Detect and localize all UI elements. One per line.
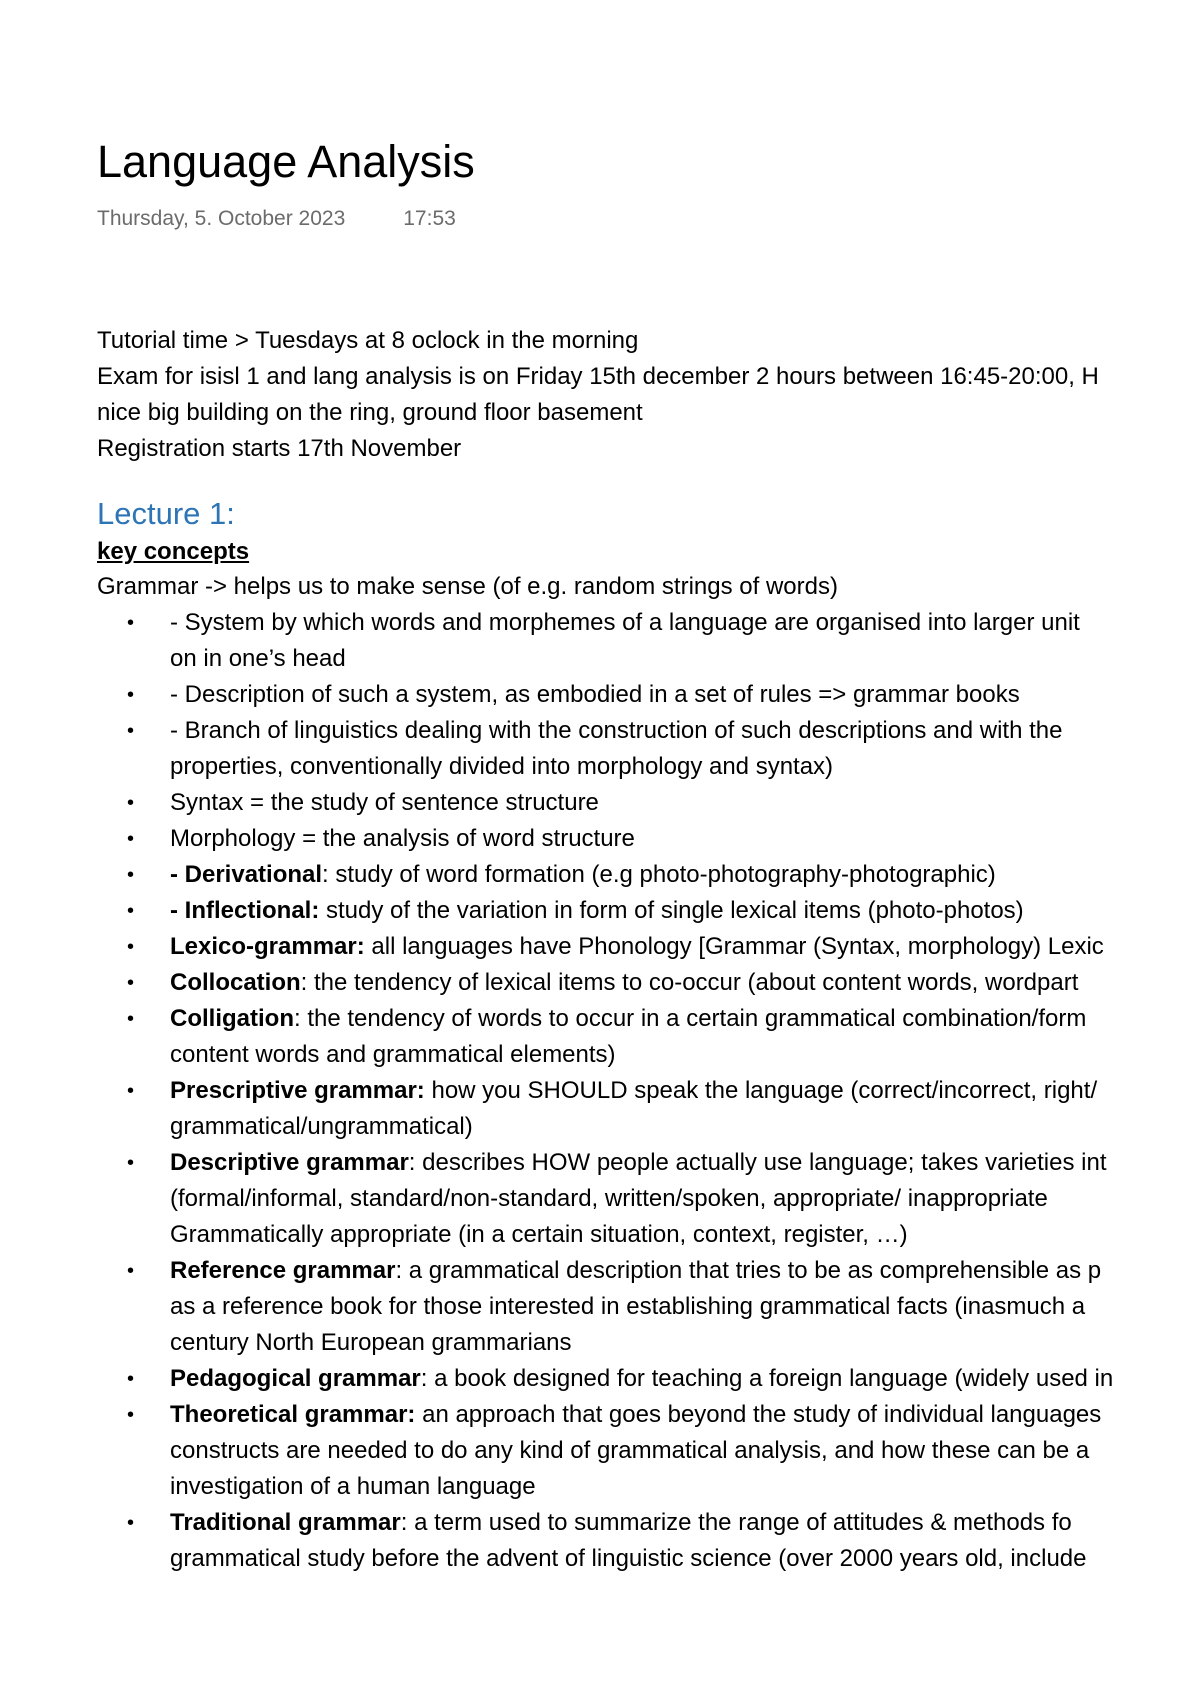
list-item-text (170, 1365, 1113, 1392)
page-date: Thursday, 5. October 2023 (97, 207, 346, 230)
list-item-continuation: grammatical/ungrammatical) (170, 1113, 473, 1140)
list-item-text (170, 1509, 1072, 1536)
term-definition: Syntax = the study of sentence structure (170, 789, 599, 816)
bullet-icon: • (127, 936, 135, 958)
list-item (97, 1361, 1200, 1397)
term-definition: an approach that goes beyond the study of individual languages (415, 1401, 1102, 1428)
term-definition: - Branch of linguistics dealing with the construction of such descriptions and with the (170, 717, 1063, 744)
term-definition: - System by which words and morphemes of a language are organised into larger unit (170, 609, 1080, 636)
list-item (97, 1505, 1200, 1577)
bullet-icon: • (127, 720, 135, 742)
term-definition: : a grammatical description that tries to be as comprehensible as p (395, 1257, 1102, 1284)
list-item-text (170, 717, 1062, 744)
lecture-heading: Lecture 1: (97, 496, 235, 531)
concept-list (97, 605, 1200, 1577)
list-item-text (170, 1149, 1106, 1176)
bullet-icon: • (127, 864, 135, 886)
term-definition: : a term used to summarize the range of attitudes & methods fo (400, 1509, 1072, 1536)
bullet-icon: • (127, 1368, 135, 1390)
list-item-continuation: century North European grammarians (170, 1329, 572, 1356)
term-definition: : describes HOW people actually use language; takes varieties int (408, 1149, 1107, 1176)
list-item-text (170, 861, 996, 888)
list-item-continuation: (formal/informal, standard/non-standard, written/spoken, appropriate/ inappropriate (170, 1185, 1048, 1212)
intro-line: Exam for isisl 1 and lang analysis is on Friday 15th december 2 hours between 16:45-20:00, H (97, 363, 1099, 390)
term-definition: : the tendency of words to occur in a certain grammatical combination/form (293, 1005, 1087, 1032)
page-time: 17:53 (403, 207, 456, 230)
bullet-icon: • (127, 1008, 135, 1030)
bullet-icon: • (127, 792, 135, 814)
bullet-icon: • (127, 972, 135, 994)
list-item-text (170, 897, 1024, 924)
term-label: Colligation (170, 1005, 294, 1032)
intro-line: nice big building on the ring, ground floor basement (97, 399, 643, 426)
list-item (97, 605, 1200, 677)
key-concepts-heading: key concepts (97, 538, 250, 565)
grammar-line: Grammar -> helps us to make sense (of e.g. random strings of words) (97, 573, 838, 600)
list-item (97, 893, 1200, 929)
term-label: Prescriptive grammar: (170, 1077, 425, 1104)
term-definition: how you SHOULD speak the language (correct/incorrect, right/ (424, 1077, 1098, 1104)
bullet-icon: • (127, 828, 135, 850)
list-item-continuation: as a reference book for those interested in establishing grammatical facts (inasmuch a (170, 1293, 1086, 1320)
list-item (97, 857, 1200, 893)
term-definition: study of the variation in form of single lexical items (photo-photos) (319, 897, 1024, 924)
list-item-continuation: grammatical study before the advent of linguistic science (over 2000 years old, include (170, 1545, 1087, 1572)
list-item (97, 1145, 1200, 1253)
bullet-icon: • (127, 684, 135, 706)
term-definition: : study of word formation (e.g photo-photography-photographic) (322, 861, 996, 888)
page-timestamp (97, 205, 456, 233)
list-item (97, 677, 1200, 713)
page-body (97, 323, 1200, 1577)
bullet-icon: • (127, 1260, 135, 1282)
list-item-continuation: content words and grammatical elements) (170, 1041, 616, 1068)
page-fold (0, 1574, 1200, 1698)
bullet-icon: • (127, 900, 135, 922)
list-item (97, 929, 1200, 965)
list-item (97, 1397, 1200, 1505)
list-item-continuation: constructs are needed to do any kind of grammatical analysis, and how these can be a (170, 1437, 1090, 1464)
term-label: - Inflectional: (170, 897, 320, 924)
list-item-text (170, 681, 1020, 708)
term-label: Descriptive grammar (170, 1149, 409, 1176)
list-item (97, 785, 1200, 821)
list-item-continuation: Grammatically appropriate (in a certain situation, context, register, …) (170, 1221, 908, 1248)
term-label: Pedagogical grammar (170, 1365, 421, 1392)
term-definition: - Description of such a system, as embodied in a set of rules => grammar books (170, 681, 1020, 708)
term-definition: all languages have Phonology [Grammar (Syntax, morphology) Lexic (364, 933, 1104, 960)
list-item-text (170, 789, 599, 816)
list-item (97, 1253, 1200, 1361)
bullet-icon: • (127, 1080, 135, 1102)
list-item-continuation: investigation of a human language (170, 1473, 536, 1500)
term-label: Lexico-grammar: (170, 933, 365, 960)
list-item (97, 713, 1200, 785)
term-label: Reference grammar (170, 1257, 396, 1284)
list-item-text (170, 1077, 1097, 1104)
term-label: Traditional grammar (170, 1509, 401, 1536)
list-item-text (170, 1401, 1101, 1428)
list-item (97, 1001, 1200, 1073)
term-definition: : a book designed for teaching a foreign language (widely used in (420, 1365, 1114, 1392)
term-label: Collocation (170, 969, 301, 996)
page-title: Language Analysis (97, 136, 475, 187)
list-item-text (170, 933, 1104, 960)
term-label: - Derivational (170, 861, 323, 888)
bullet-icon: • (127, 612, 135, 634)
term-definition: Morphology = the analysis of word structure (170, 825, 635, 852)
list-item-text (170, 609, 1080, 636)
list-item (97, 1073, 1200, 1145)
bullet-icon: • (127, 1404, 135, 1426)
list-item-text (170, 825, 635, 852)
intro-line: Tutorial time > Tuesdays at 8 oclock in the morning (97, 327, 639, 354)
list-item-continuation: on in one’s head (170, 645, 346, 672)
term-definition: : the tendency of lexical items to co-occur (about content words, wordpart (300, 969, 1079, 996)
bullet-icon: • (127, 1152, 135, 1174)
list-item-text (170, 969, 1078, 996)
list-item-text (170, 1257, 1101, 1284)
list-item (97, 965, 1200, 1001)
list-item (97, 821, 1200, 857)
bullet-icon: • (127, 1512, 135, 1534)
term-label: Theoretical grammar: (170, 1401, 416, 1428)
list-item-text (170, 1005, 1086, 1032)
list-item-continuation: properties, conventionally divided into morphology and syntax) (170, 753, 834, 780)
intro-line: Registration starts 17th November (97, 435, 462, 462)
